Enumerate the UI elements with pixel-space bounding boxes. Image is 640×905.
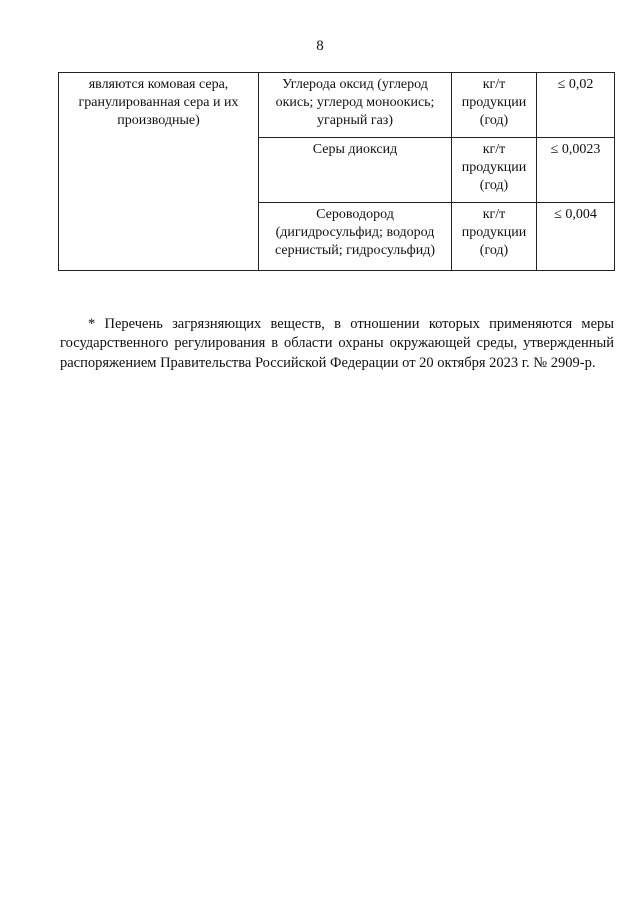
substance-cell: Сероводород (дигидросульфид; водород сернистый; гидросульфид) [259, 203, 452, 271]
table-row [59, 73, 615, 138]
emissions-table [58, 72, 615, 271]
group-label-cell: являются комовая сера, гранулированная сера и их производные) [59, 73, 259, 271]
substance-cell: Углерода оксид (углерод окись; углерод моноокись; угарный газ) [259, 73, 452, 138]
unit-cell: кг/т продукции (год) [452, 73, 537, 138]
limit-cell: ≤ 0,004 [537, 203, 615, 271]
unit-cell: кг/т продукции (год) [452, 138, 537, 203]
limit-cell: ≤ 0,0023 [537, 138, 615, 203]
footnote: * Перечень загрязняющих веществ, в отношении которых применяются меры государственного регулирования в области охраны окружающей среды, утвержденный распоряжением Правительства Российской Федерации от 20 октября 2023 г. № 2909-р. [60, 315, 614, 371]
page-number: 8 [316, 38, 324, 54]
limit-cell: ≤ 0,02 [537, 73, 615, 138]
substance-cell: Серы диоксид [259, 138, 452, 203]
unit-cell: кг/т продукции (год) [452, 203, 537, 271]
